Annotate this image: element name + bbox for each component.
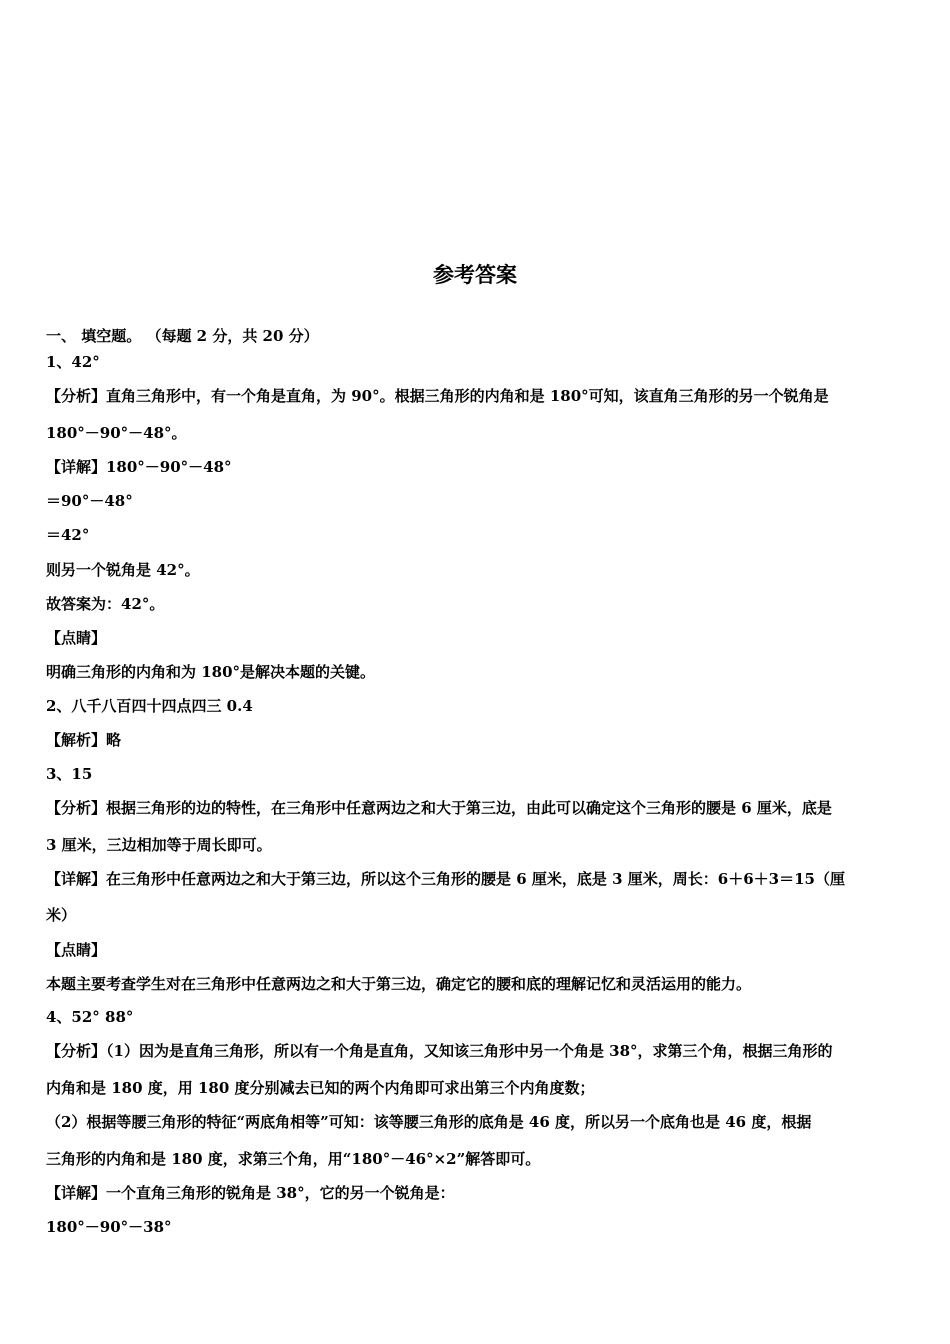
analysis-4-line-1: 【分析】（1）因为是直角三角形，所以有一个角是直角，又知该三角形中另一个角是 38°，求第三个角，根据三角形的 — [46, 1042, 833, 1060]
tip-3-heading: 【点睛】 — [46, 941, 107, 959]
analysis-4-line-3: （2）根据等腰三角形的特征“两底角相等”可知：该等腰三角形的底角是 46 度，所以另一个底角也是 46 度，根据 — [46, 1113, 812, 1131]
detail-1-line-2: ＝90°－48° — [46, 492, 133, 510]
section-heading: 一、 填空题。 （每题 2 分，共 20 分） — [46, 327, 319, 345]
analysis-4-line-2: 内角和是 180 度，用 180 度分别减去已知的两个内角即可求出第三个内角度数； — [46, 1079, 595, 1097]
detail-3-line-2: 米） — [46, 906, 77, 924]
detail-1-line-5: 故答案为：42°。 — [46, 595, 165, 613]
analysis-3-line-1: 【分析】根据三角形的边的特性，在三角形中任意两边之和大于第三边，由此可以确定这个三角形的腰是 6 厘米，底是 — [46, 799, 832, 817]
explain-2: 【解析】略 — [46, 731, 122, 749]
detail-4-line-2: 180°－90°－38° — [46, 1218, 172, 1236]
answer-3: 3、15 — [46, 765, 93, 783]
analysis-1-line-2: 180°－90°－48°。 — [46, 424, 187, 442]
analysis-3-line-2: 3 厘米，三边相加等于周长即可。 — [46, 836, 272, 854]
detail-1-line-3: ＝42° — [46, 526, 90, 544]
answer-1: 1、42° — [46, 353, 100, 371]
page-title: 参考答案 — [433, 262, 517, 287]
tip-3-text: 本题主要考查学生对在三角形中任意两边之和大于第三边，确定它的腰和底的理解记忆和灵活运用的能力。 — [46, 975, 752, 993]
tip-1-text: 明确三角形的内角和为 180°是解决本题的关键。 — [46, 663, 376, 681]
analysis-1-line-1: 【分析】直角三角形中，有一个角是直角，为 90°。根据三角形的内角和是 180°可知，该直角三角形的另一个锐角是 — [46, 387, 829, 405]
detail-1-line-1: 【详解】180°－90°－48° — [46, 458, 232, 476]
detail-4-line-1: 【详解】一个直角三角形的锐角是 38°，它的另一个锐角是： — [46, 1184, 455, 1202]
answer-4: 4、52° 88° — [46, 1008, 134, 1026]
analysis-4-line-4: 三角形的内角和是 180 度，求第三个角，用“180°－46°×2”解答即可。 — [46, 1150, 541, 1168]
detail-1-line-4: 则另一个锐角是 42°。 — [46, 561, 200, 579]
detail-3-line-1: 【详解】在三角形中任意两边之和大于第三边，所以这个三角形的腰是 6 厘米，底是 3 厘米，周长：6＋6＋3＝15（厘 — [46, 870, 845, 888]
tip-1-heading: 【点睛】 — [46, 629, 107, 647]
answer-2: 2、八千八百四十四点四三 0.4 — [46, 697, 253, 715]
